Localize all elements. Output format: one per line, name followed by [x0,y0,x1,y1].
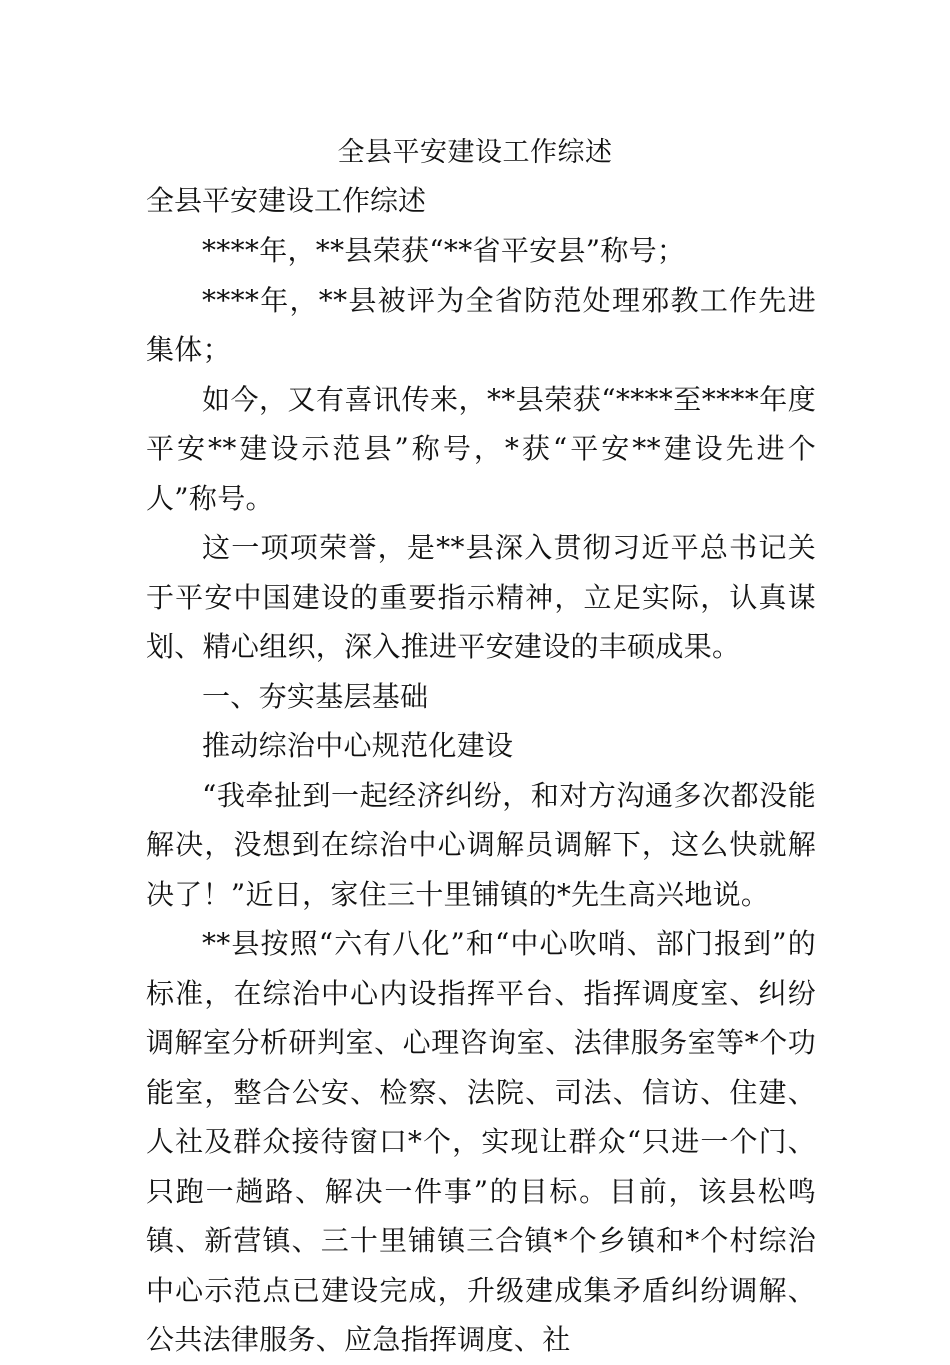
subsection-heading: 推动综治中心规范化建设 [202,729,514,762]
paragraph-good-news: 如今，又有喜讯传来，**县荣获“****至****年度平安**建设示范县”称号，*获“平安**建设先进个人”称号。 [146,382,816,515]
paragraph-honor-1: ****年，**县荣获“**省平安县”称号； [202,234,686,267]
paragraph-center-standards: **县按照“六有八化”和“中心吹哨、部门报到”的标准，在综治中心内设指挥平台、指挥调度室、纠纷调解室分析研判室、心理咨询室、法律服务室等*个功能室，整合公安、检察、法院、司法、信访、住建、人社及群众接待窗口*个，实现让群众“只进一个门、只跑一趟路、解决一件事”的目标。目前，该县松鸣镇、新营镇、三十里铺镇三合镇*个乡镇和*个村综治中心示范点已建设完成，升级建成集矛盾纠纷调解、公共法律服务、应急指挥调度、社 [146,927,816,1356]
document-body [146,226,816,1365]
paragraph-honor-2: ****年，**县被评为全省防范处理邪教工作先进集体； [146,283,816,366]
paragraph-quote: “我牵扯到一起经济纠纷，和对方沟通多次都没能解决，没想到在综治中心调解员调解下，这么快就解决了！”近日，家住三十里铺镇的*先生高兴地说。 [146,778,816,911]
paragraph-achievements: 这一项项荣誉，是**县深入贯彻习近平总书记关于平安中国建设的重要指示精神，立足实际，认真谋划、精心组织，深入推进平安建设的丰硕成果。 [146,531,816,663]
document-subtitle: 全县平安建设工作综述 [146,184,427,217]
section-heading-1: 一、夯实基层基础 [202,679,429,713]
document-title: 全县平安建设工作综述 [337,137,613,168]
